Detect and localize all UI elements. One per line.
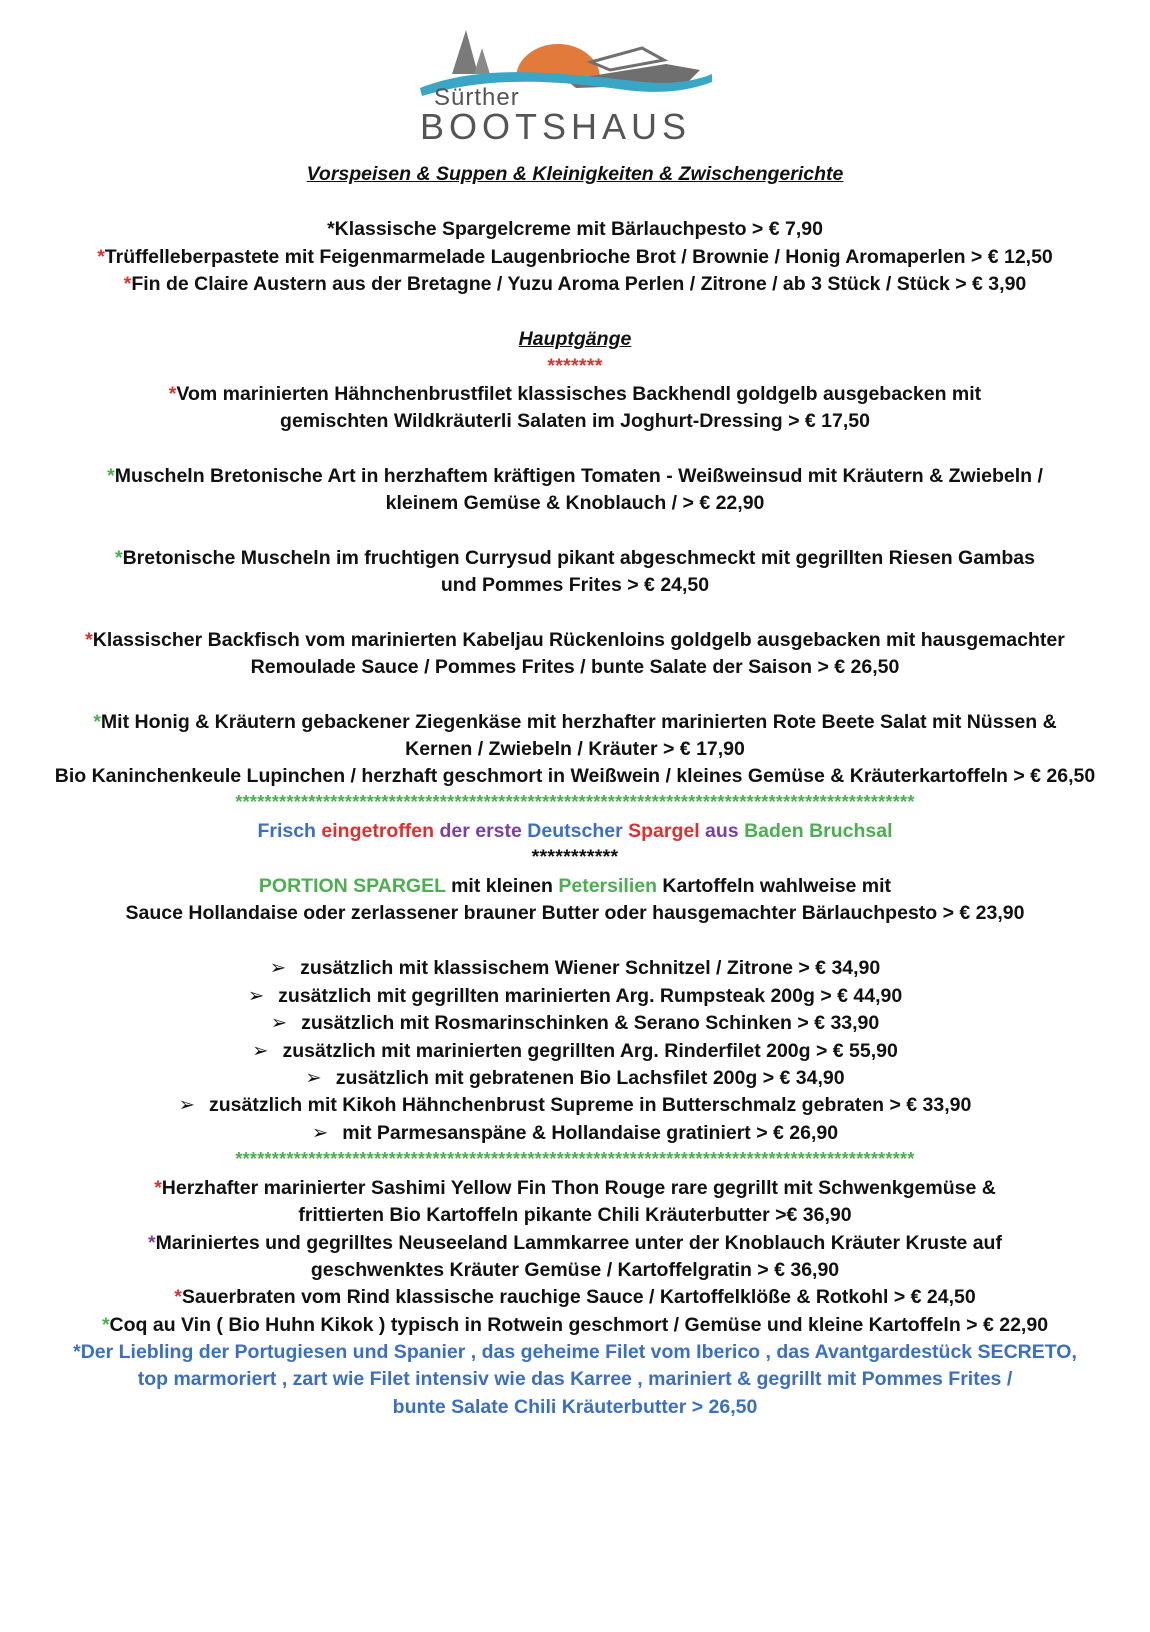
asparagus-headline: Frisch eingetroffen der erste Deutscher Spargel aus Baden Bruchsal [257,820,893,842]
arrow-bullet-icon: ➢ [252,1040,269,1062]
star-marker: * [174,1286,182,1308]
logo [416,22,716,147]
star-marker: * [123,273,132,295]
star-marker: * [107,465,115,487]
special-item: *Coq au Vin ( Bio Huhn Kikok ) typisch in Rotwein geschmort / Gemüse und kleine Kartoffeln > € 22,90 [101,1314,1049,1336]
special-item: *Mariniertes und gegrilltes Neuseeland Lammkarree unter der Knoblauch Kräuter Kruste auf [148,1232,1002,1254]
logo-tower-shape [452,30,478,74]
main-item-cont: Remoulade Sauce / Pommes Frites / bunte Salate der Saison > € 26,50 [250,656,900,678]
divider: ********************************************************************************************* [235,792,915,812]
arrow-bullet-icon: ➢ [311,1122,329,1144]
main-item-cont: und Pommes Frites > € 24,50 [440,574,710,596]
asparagus-extra: ➢ zusätzlich mit Rosmarinschinken & Serano Schinken > € 33,90 [0,1009,1150,1037]
main-item: *Muscheln Bretonische Art in herzhaftem kräftigen Tomaten - Weißweinsud mit Kräutern & Zwiebeln / [107,465,1043,487]
logo-tower-shape-small [474,48,490,74]
main-item: *Klassischer Backfisch vom marinierten Kabeljau Rückenloins goldgelb ausgebacken mit hausgemachter [85,629,1065,651]
main-item-cont: kleinem Gemüse & Knoblauch / > € 22,90 [385,492,765,514]
divider: ********************************************************************************************* [235,1149,915,1169]
special-item-cont: frittierten Bio Kartoffeln pikante Chili Kräuterbutter >€ 36,90 [298,1204,852,1226]
main-item-cont: Kernen / Zwiebeln / Kräuter > € 17,90 [405,738,745,760]
starters-heading: Vorspeisen & Suppen & Kleinigkeiten & Zwischengerichte [306,163,844,185]
special-item: *Herzhafter marinierter Sashimi Yellow Fin Thon Rouge rare gegrillt mit Schwenkgemüse & [154,1177,996,1199]
special-item-cont: geschwenktes Kräuter Gemüse / Kartoffelgratin > € 36,90 [310,1259,840,1281]
logo-title: BOOTSHAUS [420,106,692,147]
main-item-cont: gemischten Wildkräuterli Salaten im Joghurt-Dressing > € 17,50 [280,410,870,432]
main-item: *Mit Honig & Kräutern gebackener Ziegenkäse mit herzhafter marinierten Rote Beete Salat mit Nüssen & [93,711,1057,733]
starter-item: *Fin de Claire Austern aus der Bretagne / Yuzu Aroma Perlen / Zitrone / ab 3 Stück / Stück > € 3,90 [123,273,1027,295]
asparagus-portion: PORTION SPARGEL mit kleinen Petersilien Kartoffeln wahlweise mit [258,875,892,897]
asparagus-extra: ➢ zusätzlich mit gebratenen Bio Lachsfilet 200g > € 34,90 [0,1064,1150,1092]
star-marker: * [148,1232,156,1254]
main-item: *Vom marinierten Hähnchenbrustfilet klassisches Backhendl goldgelb ausgebacken mit [168,383,982,405]
asparagus-extra: ➢ zusätzlich mit gegrillten marinierten Arg. Rumpsteak 200g > € 44,90 [0,982,1150,1010]
asparagus-extra: ➢ zusätzlich mit klassischem Wiener Schnitzel / Zitrone > € 34,90 [0,954,1150,982]
special-item: *Der Liebling der Portugiesen und Spanier , das geheime Filet vom Iberico , das Avantgardestück SECRETO, [73,1341,1077,1363]
star-marker: * [115,547,123,569]
star-marker: * [168,383,177,405]
asparagus-sauce: Sauce Hollandaise oder zerlassener brauner Butter oder hausgemachter Bärlauchpesto > € 23,90 [125,902,1025,924]
asparagus-extra: ➢ zusätzlich mit Kikoh Hähnchenbrust Supreme in Butterschmalz gebraten > € 33,90 [0,1091,1150,1119]
star-marker: * [93,711,101,733]
arrow-bullet-icon: ➢ [178,1094,195,1116]
arrow-bullet-icon: ➢ [270,1012,288,1034]
main-item: *Bretonische Muscheln im fruchtigen Currysud pikant abgeschmeckt mit gegrillten Riesen Gambas [115,547,1035,569]
arrow-bullet-icon: ➢ [269,957,287,979]
starter-item: *Trüffelleberpastete mit Feigenmarmelade Laugenbrioche Brot / Brownie / Honig Aromaperlen > € 12,50 [97,246,1053,268]
main-item: Bio Kaninchenkeule Lupinchen / herzhaft geschmort in Weißwein / kleines Gemüse & Kräuterkartoffeln > € 26,50 [54,765,1096,787]
special-item-cont: top marmoriert , zart wie Filet intensiv wie das Karree , mariniert & gegrillt mit Pommes Frites / [137,1368,1013,1390]
asparagus-extra: ➢ mit Parmesanspäne & Hollandaise gratiniert > € 26,90 [0,1119,1150,1147]
asparagus-extra: ➢ zusätzlich mit marinierten gegrillten Arg. Rinderfilet 200g > € 55,90 [0,1037,1150,1065]
special-item-cont: bunte Salate Chili Kräuterbutter > 26,50 [392,1396,758,1418]
mains-heading: Hauptgänge [518,328,632,350]
star-marker: * [154,1177,162,1199]
asparagus-stars: *********** [531,846,619,868]
star-marker: * [97,246,105,268]
special-item: *Sauerbraten vom Rind klassische rauchige Sauce / Kartoffelklöße & Rotkohl > € 24,50 [174,1286,976,1308]
arrow-bullet-icon: ➢ [305,1067,322,1089]
logo-subtitle: Sürther [434,84,520,111]
mains-stars: ******* [547,355,603,377]
starter-item: *Klassische Spargelcreme mit Bärlauchpesto > € 7,90 [327,218,823,240]
arrow-bullet-icon: ➢ [247,985,265,1007]
star-marker: * [85,629,93,651]
star-marker: * [101,1314,110,1336]
